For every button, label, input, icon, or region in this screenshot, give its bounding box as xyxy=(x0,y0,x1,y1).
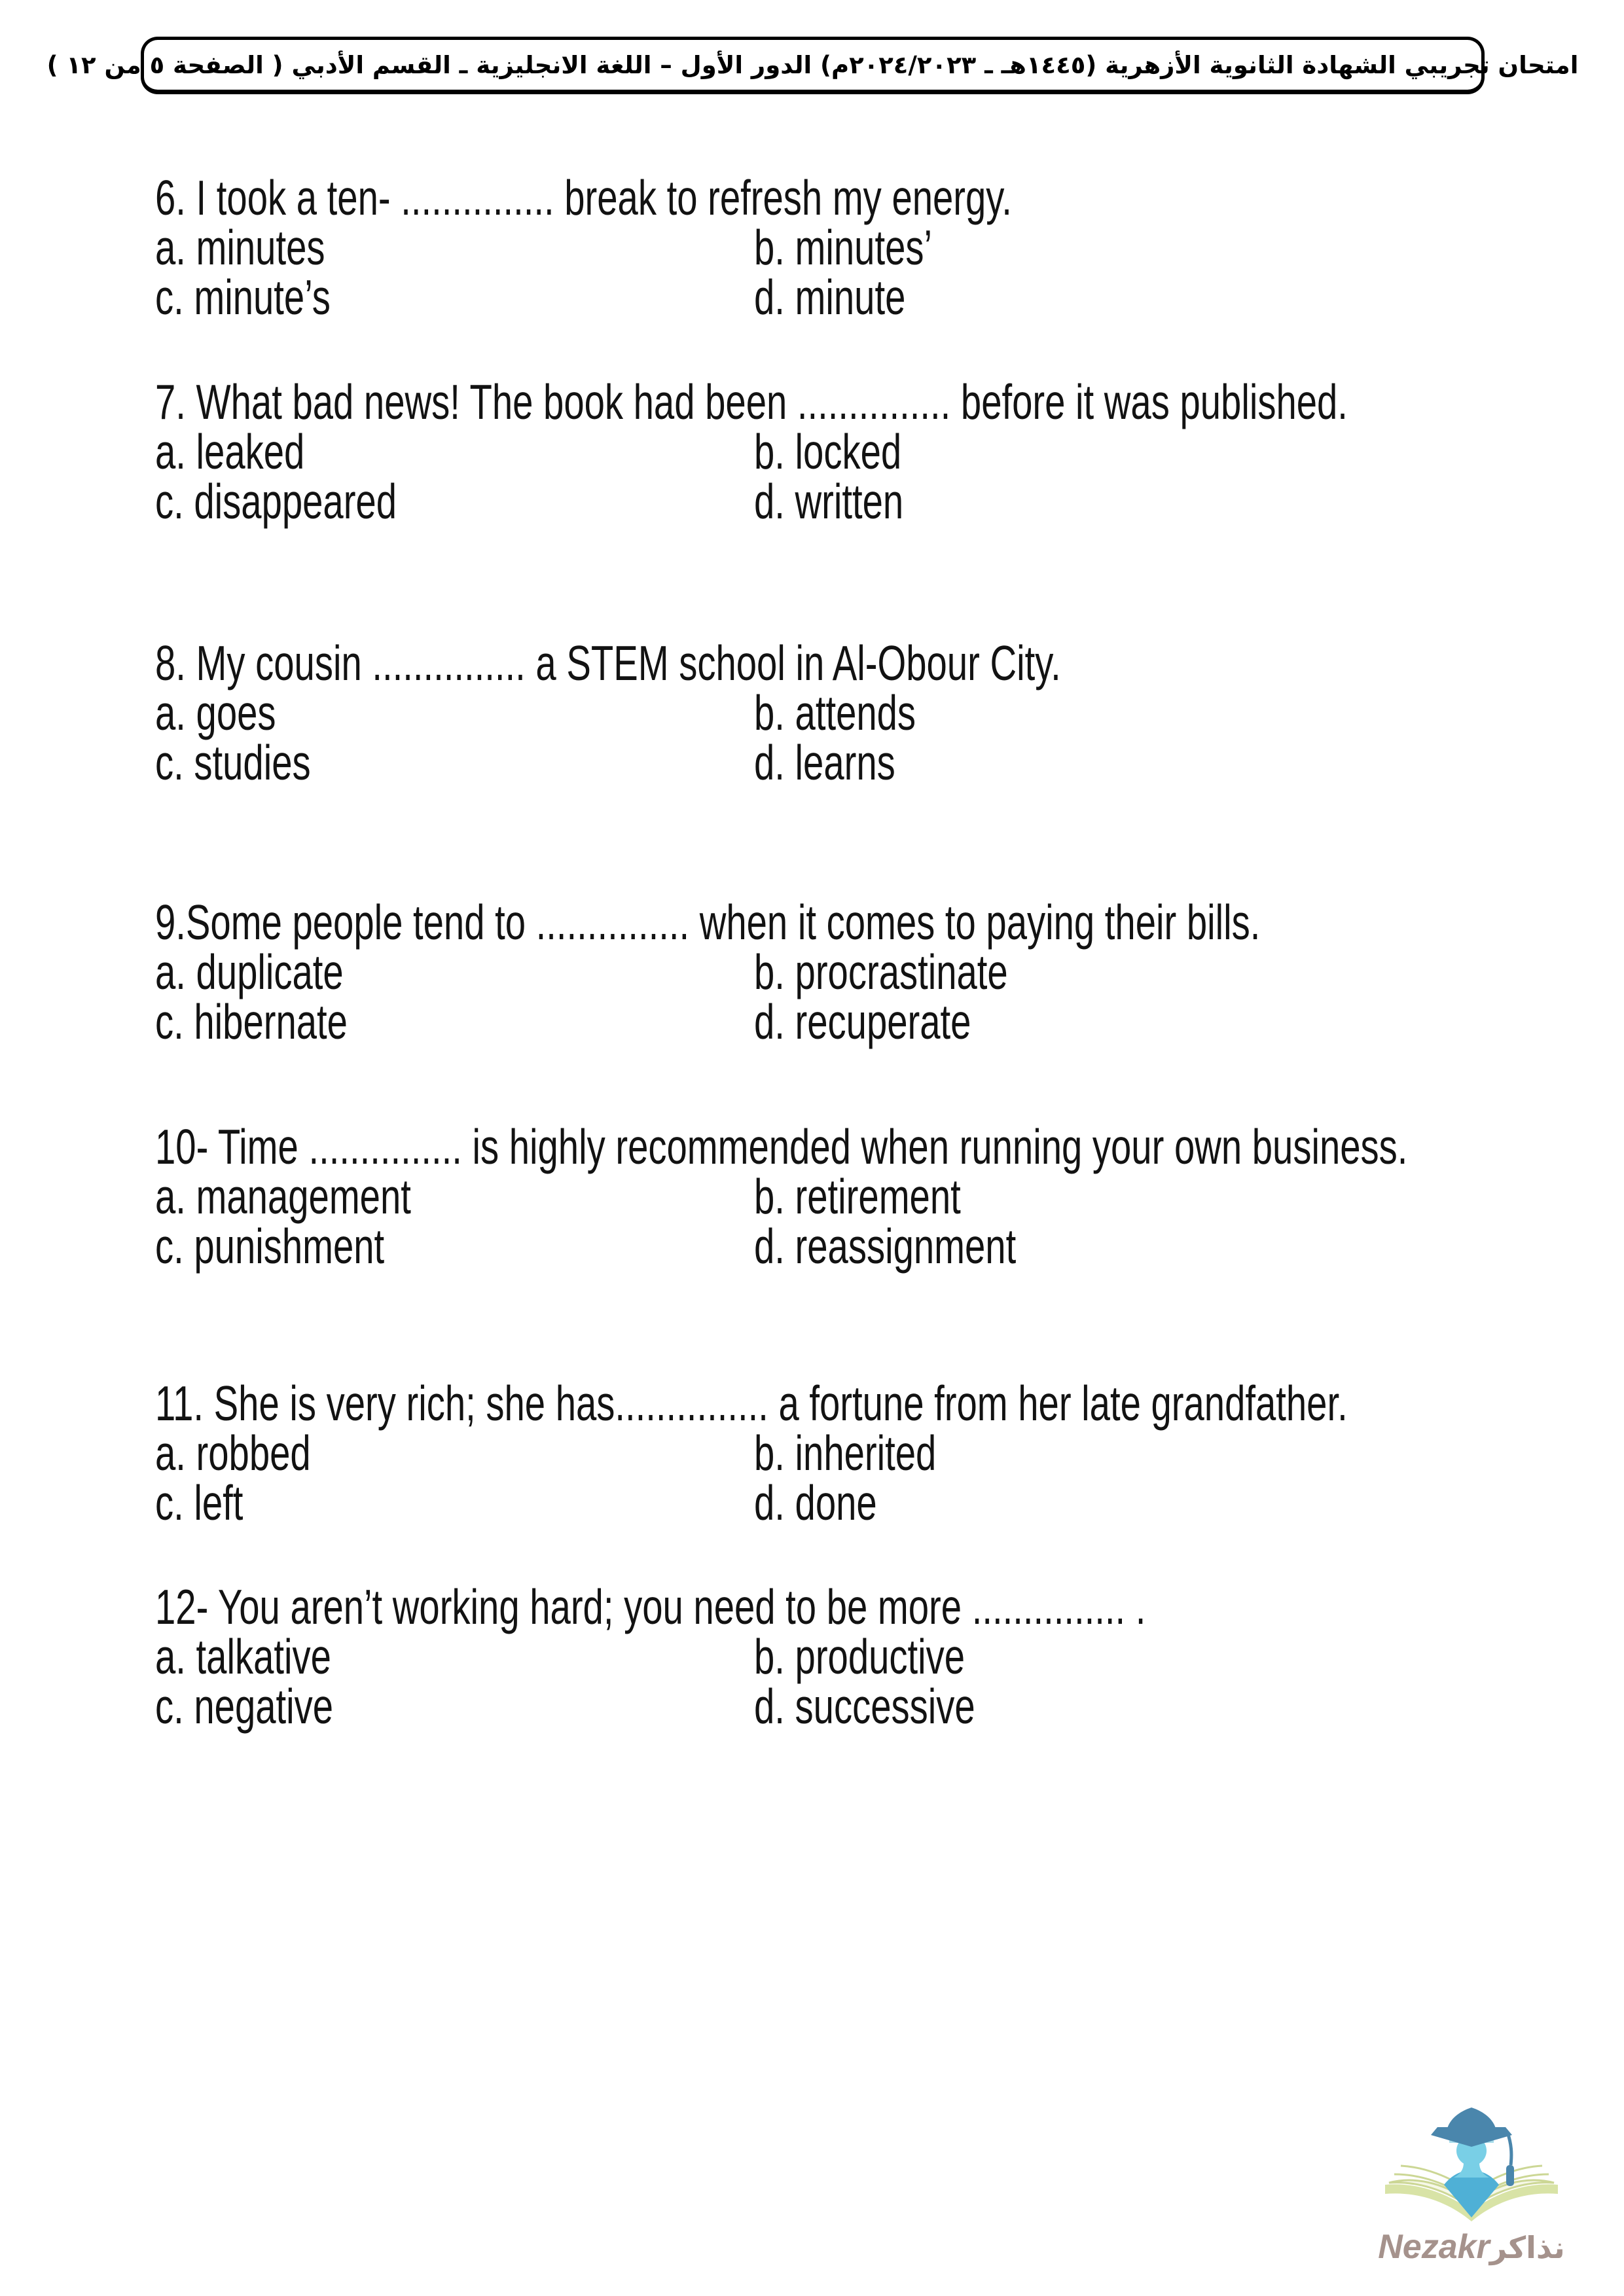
question-10 xyxy=(155,1119,1608,1274)
option-a: a. duplicate xyxy=(155,944,344,999)
option-a: a. goes xyxy=(155,685,276,740)
option-a: a. management xyxy=(155,1169,411,1224)
question-stem: 12- You aren’t working hard; you need to be more ............... . xyxy=(155,1579,1146,1634)
question-9 xyxy=(155,897,1608,1047)
option-a: a. robbed xyxy=(155,1426,311,1480)
option-c: c. disappeared xyxy=(155,474,397,529)
question-stem: 11. She is very rich; she has............... a fortune from her late grandfather. xyxy=(155,1376,1348,1431)
option-d: d. written xyxy=(754,474,904,529)
brand-arabic: نذاكر xyxy=(1489,2230,1565,2265)
exam-header-title: امتحان تجريبي الشهادة الثانوية الأزهرية (١٤٤٥هـ ـ ٢٠٢٤/٢٠٢٣م) الدور الأول – اللغة الانجليزية ـ القسم الأدبي ( الصفحة ٥ من ١٢ ) xyxy=(46,50,1579,79)
option-d: d. recuperate xyxy=(754,994,971,1049)
option-a: a. leaked xyxy=(155,424,305,479)
option-c: c. left xyxy=(155,1475,244,1530)
option-b: b. minutes’ xyxy=(754,220,933,275)
question-8 xyxy=(155,636,1608,790)
option-b: b. locked xyxy=(754,424,902,479)
graduate-book-icon xyxy=(1373,2105,1570,2226)
option-c: c. negative xyxy=(155,1679,334,1734)
question-stem: 7. What bad news! The book had been ............... before it was published. xyxy=(155,374,1348,429)
option-a: a. minutes xyxy=(155,220,325,275)
option-d: d. done xyxy=(754,1475,877,1530)
brand-latin: Nezakr xyxy=(1378,2228,1490,2266)
option-d: d. minute xyxy=(754,270,906,325)
exam-header-box xyxy=(46,37,1579,94)
options-grid xyxy=(155,1629,1608,1734)
option-b: b. attends xyxy=(754,685,916,740)
option-d: d. learns xyxy=(754,735,895,790)
options-grid xyxy=(155,1428,1608,1528)
options-grid xyxy=(155,685,1608,790)
question-stem: 8. My cousin ............... a STEM school in Al-Obour City. xyxy=(155,636,1061,691)
options-grid xyxy=(155,424,1608,529)
option-a: a. talkative xyxy=(155,1629,331,1684)
option-c: c. studies xyxy=(155,735,311,790)
question-stem: 10- Time ............... is highly recommended when running your own business. xyxy=(155,1119,1408,1174)
question-12 xyxy=(155,1579,1608,1734)
option-d: d. successive xyxy=(754,1679,975,1734)
option-d: d. reassignment xyxy=(754,1219,1017,1274)
question-stem: 9.Some people tend to ............... when it comes to paying their bills. xyxy=(155,895,1261,950)
question-11 xyxy=(155,1378,1608,1528)
option-b: b. inherited xyxy=(754,1426,937,1480)
option-b: b. retirement xyxy=(754,1169,961,1224)
options-grid xyxy=(155,1169,1608,1274)
question-7 xyxy=(155,374,1608,529)
option-b: b. productive xyxy=(754,1629,965,1684)
option-c: c. punishment xyxy=(155,1219,385,1274)
option-c: c. minute’s xyxy=(155,270,331,325)
option-c: c. hibernate xyxy=(155,994,348,1049)
options-grid xyxy=(155,220,1608,325)
question-stem: 6. I took a ten- ............... break to refresh my energy. xyxy=(155,170,1012,225)
nezakr-logo xyxy=(1367,2105,1576,2267)
nezakr-wordmark xyxy=(1378,2227,1565,2267)
question-6 xyxy=(155,170,1608,325)
options-grid xyxy=(155,944,1608,1049)
option-b: b. procrastinate xyxy=(754,944,1008,999)
